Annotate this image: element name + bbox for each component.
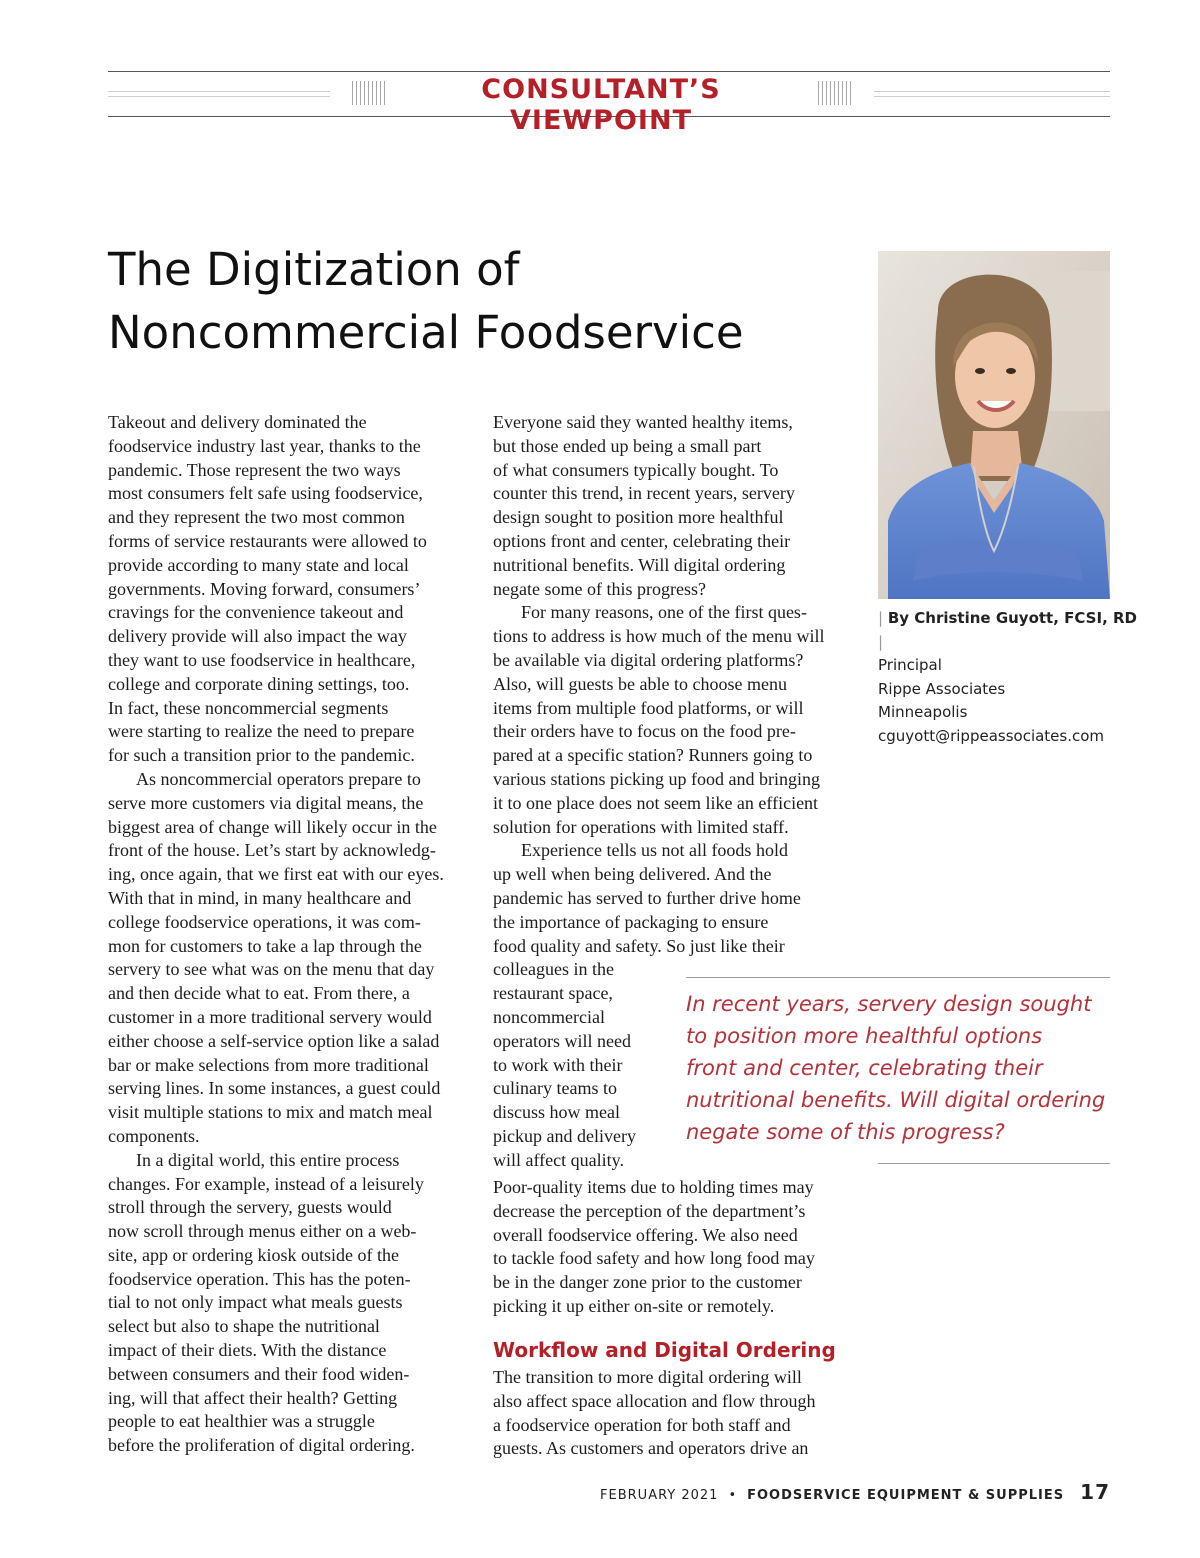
text-line: The transition to more digital ordering will bbox=[493, 1367, 802, 1387]
text-line: before the proliferation of digital ordering. bbox=[108, 1435, 415, 1456]
text-line: now scroll through menus either on a web- bbox=[108, 1221, 417, 1242]
text-line: be available via digital ordering platforms? bbox=[493, 649, 804, 670]
text-line: serving lines. In some instances, a guest could bbox=[108, 1078, 441, 1099]
body-column-middle-continued bbox=[493, 1176, 853, 1319]
text-line: As noncommercial operators prepare to bbox=[136, 768, 421, 789]
text-line: pickup and delivery bbox=[493, 1125, 636, 1146]
text-line: design sought to position more healthful bbox=[493, 507, 784, 528]
text-line: to work with their bbox=[493, 1054, 623, 1075]
text-line: pandemic has served to further drive home bbox=[493, 887, 801, 908]
text-line: front of the house. Let’s start by acknowledg- bbox=[108, 840, 436, 861]
text-line: to position more healthful options bbox=[686, 1024, 1043, 1048]
text-line: components. bbox=[108, 1125, 200, 1146]
text-line: operators will need bbox=[493, 1030, 631, 1051]
byline-pipe: | bbox=[878, 609, 884, 627]
text-line: site, app or ordering kiosk outside of the bbox=[108, 1244, 399, 1265]
pullquote-top-rule bbox=[686, 977, 1110, 978]
author-photo bbox=[878, 251, 1110, 599]
text-line: In fact, these noncommercial segments bbox=[108, 697, 389, 718]
text-line: noncommercial bbox=[493, 1006, 605, 1027]
text-line: In recent years, servery design sought bbox=[686, 992, 1092, 1016]
text-line: decrease the perception of the department’s bbox=[493, 1200, 806, 1221]
pullquote bbox=[686, 988, 1116, 1148]
text-line: were starting to realize the need to prepare bbox=[108, 721, 415, 742]
text-line: items from multiple food platforms, or will bbox=[493, 697, 804, 718]
text-line: it to one place does not seem like an efficient bbox=[493, 792, 819, 813]
text-line: they want to use foodservice in healthcare, bbox=[108, 649, 416, 670]
text-line: to tackle food safety and how long food may bbox=[493, 1248, 815, 1269]
author-city: Minneapolis bbox=[878, 703, 968, 721]
text-line: their orders have to focus on the food pre- bbox=[493, 721, 796, 742]
text-line: servery to see what was on the menu that day bbox=[108, 959, 435, 980]
text-line: a foodservice operation for both staff and bbox=[493, 1414, 791, 1435]
text-line: foodservice operation. This has the poten- bbox=[108, 1268, 411, 1289]
footer-bullet: • bbox=[728, 1488, 738, 1503]
text-line: cravings for the convenience takeout and bbox=[108, 602, 404, 623]
text-line: options front and center, celebrating their bbox=[493, 530, 791, 551]
text-line: bar or make selections from more traditional bbox=[108, 1054, 429, 1075]
title-line: The Digitization of bbox=[108, 243, 520, 296]
text-line: tions to address is how much of the menu will bbox=[493, 626, 825, 647]
text-line: negate some of this progress? bbox=[686, 1120, 1005, 1144]
text-line: visit multiple stations to mix and match meal bbox=[108, 1102, 433, 1123]
text-line: biggest area of change will likely occur in the bbox=[108, 816, 437, 837]
byline-pipe: | bbox=[878, 632, 884, 651]
article-title bbox=[108, 238, 868, 364]
text-line: college and corporate dining settings, too. bbox=[108, 673, 410, 694]
text-line: and then decide what to eat. From there, a bbox=[108, 983, 410, 1004]
text-line: stroll through the servery, guests would bbox=[108, 1197, 392, 1218]
text-line: governments. Moving forward, consumers’ bbox=[108, 578, 421, 599]
text-line: ing, will that affect their health? Getting bbox=[108, 1387, 398, 1408]
text-line: Poor-quality items due to holding times may bbox=[493, 1177, 814, 1197]
text-line: restaurant space, bbox=[493, 983, 613, 1004]
author-email[interactable]: cguyott@rippeassociates.com bbox=[878, 726, 1105, 745]
text-line: serve more customers via digital means, the bbox=[108, 792, 424, 813]
text-line: nutritional benefits. Will digital ordering bbox=[686, 1088, 1106, 1112]
byline-name-line bbox=[878, 607, 1138, 654]
text-line: provide according to many state and local bbox=[108, 554, 409, 575]
byline bbox=[878, 607, 1138, 748]
text-line: either choose a self-service option like a salad bbox=[108, 1030, 440, 1051]
text-line: For many reasons, one of the first ques- bbox=[521, 602, 807, 623]
publication-name: FOODSERVICE EQUIPMENT & SUPPLIES bbox=[747, 1488, 1065, 1503]
author-company: Rippe Associates bbox=[878, 679, 1006, 698]
title-line: Noncommercial Foodservice bbox=[108, 306, 744, 359]
text-line: changes. For example, instead of a leisurely bbox=[108, 1173, 424, 1194]
text-line: mon for customers to take a lap through the bbox=[108, 935, 422, 956]
section-label: CONSULTANT’S VIEWPOINT bbox=[481, 74, 721, 136]
text-line: negate some of this progress? bbox=[493, 578, 706, 599]
issue-date: FEBRUARY 2021 bbox=[600, 1488, 719, 1503]
top-rule bbox=[108, 71, 1110, 72]
text-line: Experience tells us not all foods hold bbox=[521, 840, 788, 861]
text-line: various stations picking up food and bringing bbox=[493, 768, 820, 789]
text-line: ing, once again, that we first eat with our eyes. bbox=[108, 864, 444, 885]
text-line: but those ended up being a small part bbox=[493, 435, 762, 456]
text-line: between consumers and their food widen- bbox=[108, 1363, 410, 1384]
text-line: and they represent the two most common bbox=[108, 507, 405, 528]
text-line: select but also to shape the nutritional bbox=[108, 1316, 380, 1337]
text-line: most consumers felt safe using foodservice, bbox=[108, 483, 423, 504]
text-line: nutritional benefits. Will digital ordering bbox=[493, 554, 786, 575]
text-line: of what consumers typically bought. To bbox=[493, 459, 779, 480]
page-footer bbox=[600, 1480, 1110, 1504]
body-column-middle-tail bbox=[493, 1366, 853, 1461]
subheading: Workflow and Digital Ordering bbox=[493, 1338, 836, 1362]
text-line: impact of their diets. With the distance bbox=[108, 1340, 387, 1361]
header-bars-right bbox=[818, 80, 851, 106]
text-line: Everyone said they wanted healthy items, bbox=[493, 412, 793, 432]
text-line: up well when being delivered. And the bbox=[493, 864, 772, 885]
page-number: 17 bbox=[1080, 1480, 1110, 1504]
text-line: the importance of packaging to ensure bbox=[493, 911, 769, 932]
text-line: With that in mind, in many healthcare and bbox=[108, 887, 412, 908]
header-bars-left bbox=[352, 80, 385, 106]
text-line: culinary teams to bbox=[493, 1078, 617, 1099]
header-line-right bbox=[874, 91, 1110, 97]
text-line: guests. As customers and operators drive an bbox=[493, 1438, 809, 1459]
text-line: also affect space allocation and flow through bbox=[493, 1390, 816, 1411]
author-name: By Christine Guyott, FCSI, RD bbox=[887, 609, 1137, 627]
text-line: pared at a specific station? Runners going to bbox=[493, 745, 813, 766]
text-line: will affect quality. bbox=[493, 1149, 624, 1170]
text-line: Also, will guests be able to choose menu bbox=[493, 673, 787, 694]
text-line: counter this trend, in recent years, servery bbox=[493, 483, 795, 504]
text-line: Takeout and delivery dominated the bbox=[108, 412, 367, 432]
text-line: be in the danger zone prior to the customer bbox=[493, 1272, 802, 1293]
text-line: food quality and safety. So just like their bbox=[493, 935, 785, 956]
text-line: discuss how meal bbox=[493, 1102, 620, 1123]
header-line-left bbox=[108, 91, 330, 97]
body-column-left bbox=[108, 411, 468, 1458]
author-role: Principal bbox=[878, 656, 942, 674]
pullquote-bottom-rule bbox=[878, 1163, 1110, 1164]
text-line: pandemic. Those represent the two ways bbox=[108, 459, 401, 480]
text-line: for such a transition prior to the pandemic. bbox=[108, 745, 415, 766]
text-line: delivery provide will also impact the way bbox=[108, 626, 407, 647]
text-line: college foodservice operations, it was com- bbox=[108, 911, 421, 932]
text-line: forms of service restaurants were allowed to bbox=[108, 530, 427, 551]
text-line: foodservice industry last year, thanks to the bbox=[108, 435, 421, 456]
text-line: picking it up either on-site or remotely. bbox=[493, 1295, 775, 1316]
text-line: people to eat healthier was a struggle bbox=[108, 1411, 375, 1432]
text-line: solution for operations with limited staff. bbox=[493, 816, 789, 837]
text-line: front and center, celebrating their bbox=[686, 1056, 1043, 1080]
text-line: In a digital world, this entire process bbox=[136, 1149, 400, 1170]
text-line: overall foodservice offering. We also need bbox=[493, 1224, 798, 1245]
text-line: tial to not only impact what meals guests bbox=[108, 1292, 403, 1313]
text-line: colleagues in the bbox=[493, 959, 614, 980]
text-line: customer in a more traditional servery would bbox=[108, 1006, 432, 1027]
